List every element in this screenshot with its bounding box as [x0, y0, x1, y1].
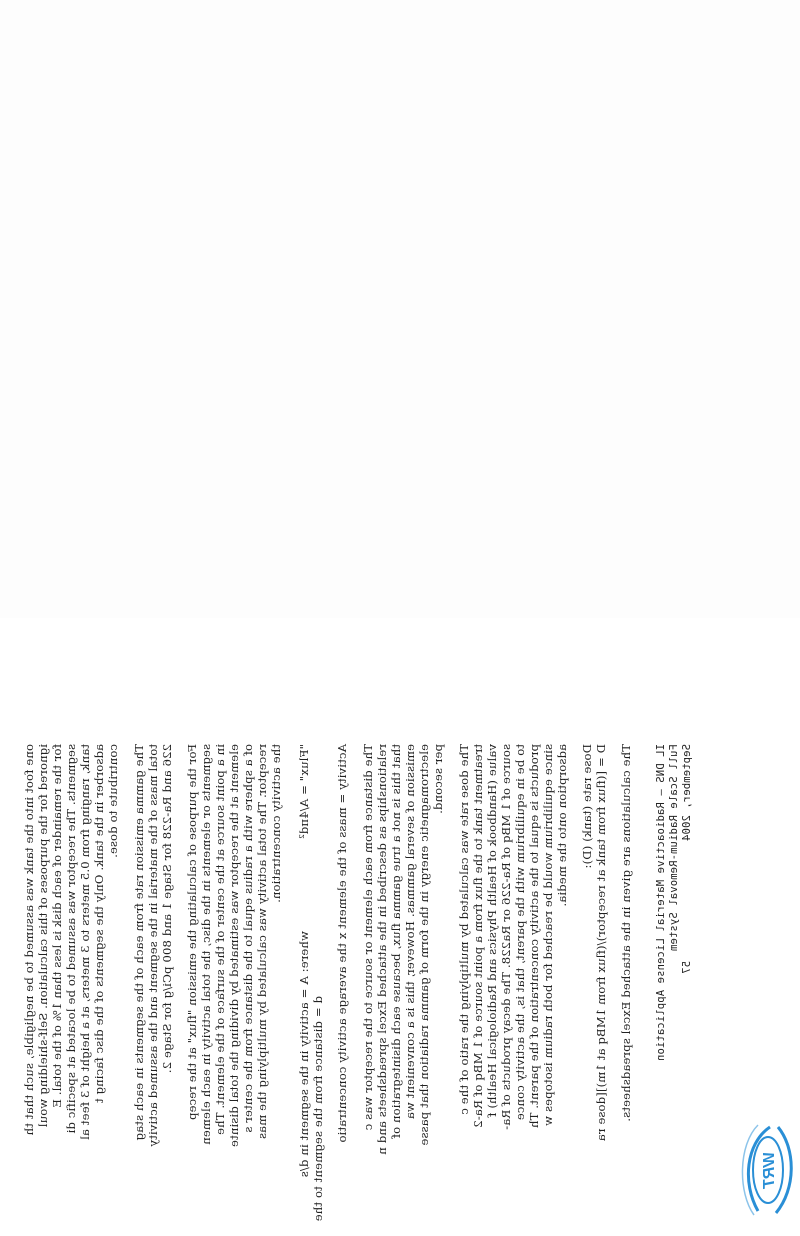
para2-line-2: total mass of the material in the segment and the assumed activity: [146, 744, 160, 1147]
para4-line-1: The distance from each element or source to the receptor was c: [361, 744, 375, 1131]
activity-line: Activity = mass of the element x the average activity concentratio: [335, 744, 349, 1143]
para2-line-3: 226 and Ra-228 for Stage 1 and 800 pCi/g for Stage 2.: [160, 744, 174, 1074]
para5-line-1: The dose rate was calculated by multiplying the ratio of the c: [457, 744, 471, 1115]
para4-line-5: electromagnetic energy in the form of gamma radiation that passe: [417, 744, 431, 1146]
para5-line-2: treatment tank to the flux from a point source of 1 MBq of Ra-2: [471, 744, 485, 1128]
company-logo: [740, 1123, 800, 1217]
para5-line-8: adsorption onto the media.: [555, 744, 569, 907]
para1-line-1: one foot into the tank was assumed to be negligible, such that th: [22, 744, 36, 1136]
dose-rate-formula: D = [(flux from tank at receptor)/(flux from 1MBq at 1m)][dose ra: [594, 744, 608, 1142]
para5-line-5: to be in equilibrium with the parent, that is, the activity conce: [513, 744, 527, 1121]
footer-line-1: IL DNS – Radioactive Material License Application: [655, 744, 667, 1062]
para4-line-3: that this is not a true gamma flux, because each disintegration of: [389, 744, 403, 1139]
para3-line-6: receptor. The total activity was calculated by multiplying the mas: [255, 744, 269, 1140]
para4-line-6: per second.: [431, 744, 445, 815]
para3-line-3: in a point source at the center of the surface of the element. The: [213, 744, 227, 1136]
footer-line-3: September, 2004: [681, 744, 693, 842]
para3-line-4: element at the receptor was estimated by dividing the total disinte: [227, 744, 241, 1148]
para1-line-4: segments. The receptor was assumed to be located at specific di: [64, 744, 78, 1134]
dose-rate-label: Dose rate (tank) (D):: [580, 744, 594, 869]
page-number: 57: [681, 961, 693, 974]
formula-distance-line: d = distance from the segment to the: [311, 996, 325, 1222]
para1-line-5: tank, ranging from 0.5 meters to 3 meters, at a height of 3 feet al: [78, 744, 92, 1141]
para3-line-5: of a sphere with a radius equal to the distance from the center s: [241, 744, 255, 1133]
para4-line-4: emission of several gammas. However, this is a convenient wa: [403, 744, 417, 1120]
para5-line-4: source of 1 MBq of Ra-226 or Ra228. The decay products of Ra-: [499, 744, 513, 1130]
para5-line-6: products is equal to the activity concentration of the parent. Th: [527, 744, 541, 1129]
closing-line: The calculations are given in the attached Excel spreadsheets.: [619, 744, 633, 1122]
para4-line-2: relationships as described in the attached Excel spreadsheets and n: [375, 744, 389, 1155]
wrt-logo-icon: [740, 1123, 796, 1217]
rotated-document-page: [0, 618, 800, 1236]
para5-line-7: since equilibrium would be reached for both radium isotopes w: [541, 744, 555, 1126]
para1-line-6: adsorber in the tank. Only the segments of the disc facing t: [92, 744, 106, 1104]
footer-line-2: Full Scale Radium-Removal System: [668, 744, 680, 952]
logo-text: WRT: [761, 1151, 778, 1189]
formula-where-line: where: A = activity in the segment in d/s: [297, 931, 311, 1178]
para1-line-3: for the remainder of each disk is less than 1% of the total. E: [50, 744, 64, 1108]
para1-line-7: contribute to dose.: [106, 744, 120, 859]
para3-line-2: segments or elements in the disc, the total activity in each elemen: [199, 744, 213, 1145]
flux-formula: "Flux" = A/4πd²: [297, 744, 311, 840]
para1-line-2: ignored for the purposes of this calculation. Self-shielding woul: [36, 744, 50, 1128]
para3-line-1: For the purpose of calculating the emission "flux" at the recep: [185, 744, 199, 1121]
para5-line-3: value (Handbook of Health Physics and Radiological Health) f: [485, 744, 499, 1118]
para3-line-7: the activity concentration.: [269, 744, 283, 904]
para2-line-1: The gamma emission rate from each of the segments in each stag: [132, 744, 146, 1141]
